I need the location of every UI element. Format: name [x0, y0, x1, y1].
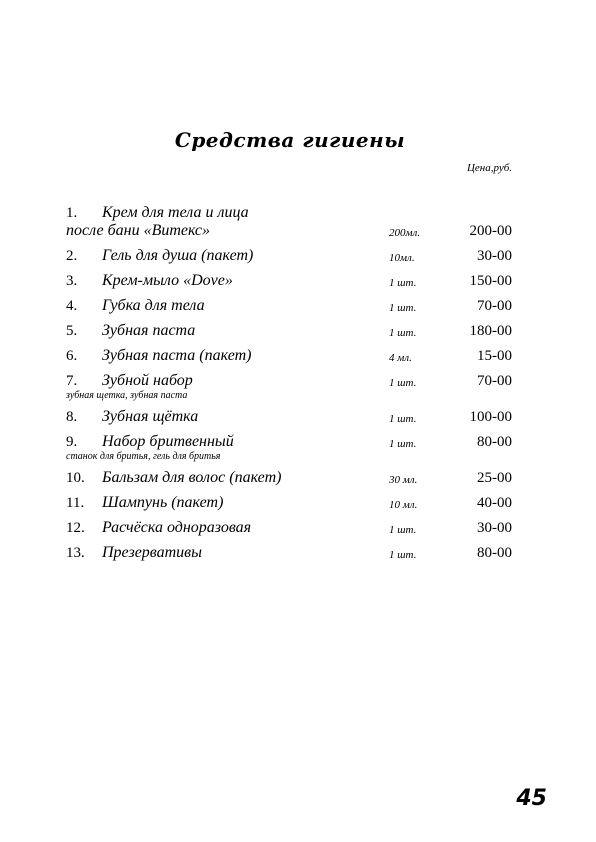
- item-unit: 1 шт.: [389, 413, 417, 425]
- item-name: Гель для душа (пакет): [102, 247, 254, 264]
- item-number: 3.: [66, 273, 78, 289]
- item-name: Зубная паста (пакет): [102, 347, 252, 364]
- item-row: [66, 433, 512, 451]
- list-item: [66, 433, 512, 462]
- item-unit: 10 мл.: [389, 499, 418, 511]
- item-price: 70-00: [477, 298, 512, 314]
- item-number: 12.: [66, 520, 85, 536]
- item-name: Шампунь (пакет): [102, 494, 224, 511]
- item-name: Расчёска одноразовая: [102, 519, 252, 536]
- item-price: 100-00: [469, 409, 512, 425]
- item-price: 200-00: [469, 223, 512, 239]
- item-number: 6.: [66, 348, 78, 364]
- item-description: зубная щетка, зубная паста: [66, 390, 188, 401]
- item-price: 150-00: [469, 273, 512, 289]
- item-unit: 1 шт.: [389, 377, 417, 389]
- item-price: 40-00: [477, 495, 512, 511]
- item-price: 25-00: [477, 470, 512, 486]
- list-item: [66, 469, 512, 487]
- page-number: 45: [516, 786, 547, 811]
- list-item: [66, 347, 512, 365]
- item-row: [66, 322, 512, 340]
- item-row: [66, 272, 512, 290]
- list-item: [66, 247, 512, 265]
- item-price: 80-00: [477, 545, 512, 561]
- item-unit: 1 шт.: [389, 438, 417, 450]
- item-number: 2.: [66, 248, 78, 264]
- list-item: [66, 372, 512, 401]
- item-unit: 4 мл.: [389, 352, 412, 364]
- item-unit: 1 шт.: [389, 327, 417, 339]
- item-number: 1.: [66, 205, 78, 221]
- item-number: 13.: [66, 545, 85, 561]
- item-row: [66, 297, 512, 315]
- list-item: [66, 408, 512, 426]
- item-number: 11.: [66, 495, 85, 511]
- item-name: Крем для тела и лица: [102, 204, 249, 221]
- list-item: [66, 204, 512, 240]
- item-name-continued: после бани «Витекс»: [66, 222, 210, 239]
- list-item: [66, 297, 512, 315]
- item-row-continued: [66, 222, 512, 240]
- item-number: 7.: [66, 373, 78, 389]
- item-price: 70-00: [477, 373, 512, 389]
- item-row: [66, 347, 512, 365]
- item-row: [66, 544, 512, 562]
- list-item: [66, 519, 512, 537]
- item-price: 30-00: [477, 520, 512, 536]
- item-number: 10.: [66, 470, 85, 486]
- list-item: [66, 494, 512, 512]
- item-price: 180-00: [469, 323, 512, 339]
- page-title: Средства гигиены: [174, 128, 406, 152]
- item-number: 9.: [66, 434, 78, 450]
- item-price: 80-00: [477, 434, 512, 450]
- item-name: Зубной набор: [102, 372, 193, 389]
- list-item: [66, 322, 512, 340]
- item-name: Презервативы: [102, 544, 202, 561]
- item-number: 8.: [66, 409, 78, 425]
- price-list: [66, 204, 512, 569]
- item-row: [66, 519, 512, 537]
- item-row: [66, 204, 512, 222]
- item-description: станок для бритья, гель для бритья: [66, 451, 221, 462]
- list-item: [66, 544, 512, 562]
- item-unit: 1 шт.: [389, 302, 417, 314]
- item-price: 15-00: [477, 348, 512, 364]
- item-number: 5.: [66, 323, 78, 339]
- item-name: Зубная паста: [102, 322, 196, 339]
- item-unit: 1 шт.: [389, 549, 417, 561]
- item-row: [66, 469, 512, 487]
- item-unit: 10мл.: [389, 252, 415, 264]
- item-name: Крем-мыло «Dove»: [102, 272, 233, 289]
- list-item: [66, 272, 512, 290]
- item-unit: 200мл.: [389, 227, 421, 239]
- item-number: 4.: [66, 298, 78, 314]
- item-row: [66, 408, 512, 426]
- item-row: [66, 494, 512, 512]
- item-name: Набор бритвенный: [102, 433, 234, 450]
- item-row: [66, 247, 512, 265]
- item-unit: 1 шт.: [389, 524, 417, 536]
- item-name: Бальзам для волос (пакет): [102, 469, 282, 486]
- item-name: Зубная щётка: [102, 408, 199, 425]
- item-row: [66, 372, 512, 390]
- item-unit: 30 мл.: [389, 474, 418, 486]
- item-unit: 1 шт.: [389, 277, 417, 289]
- item-price: 30-00: [477, 248, 512, 264]
- item-name: Губка для тела: [102, 297, 205, 314]
- price-column-header: Цена,руб.: [466, 162, 512, 174]
